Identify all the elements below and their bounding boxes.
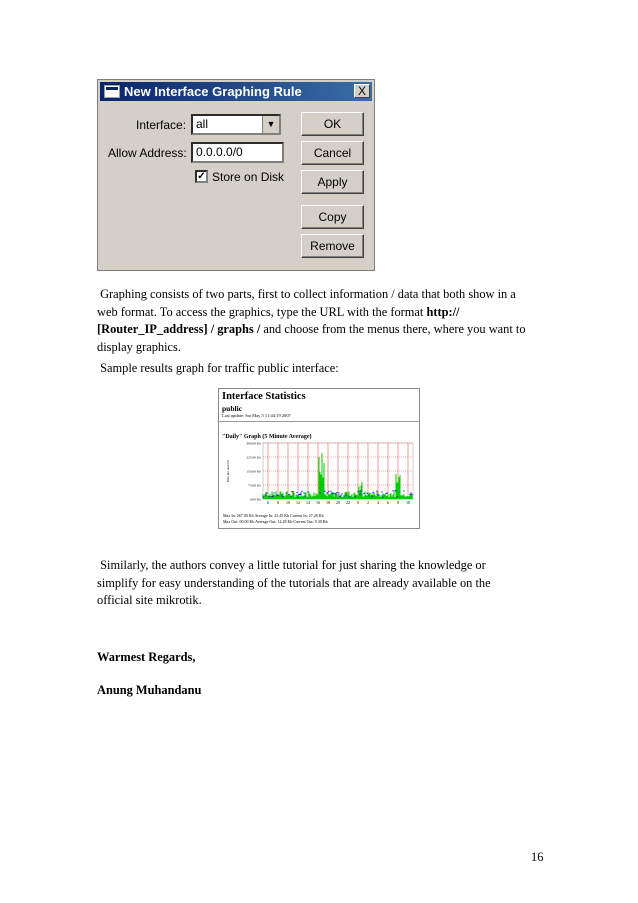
y-tick-label: 0.00 Kb	[249, 497, 261, 502]
allow-address-input[interactable]	[191, 142, 284, 163]
interface-label: Interface:	[136, 118, 187, 132]
graphing-rule-dialog	[97, 79, 375, 271]
x-tick-label: 18	[326, 500, 330, 505]
para3-line2: simplify for easy understanding of the tutorials that are already available on the	[97, 575, 491, 590]
apply-button[interactable]: Apply	[301, 170, 364, 194]
remove-button[interactable]: Remove	[301, 234, 364, 258]
x-tick-label: 14	[306, 500, 310, 505]
x-tick-label: 2	[367, 500, 369, 505]
closing-line: Warmest Regards,	[97, 650, 196, 664]
x-tick-label: 10	[406, 500, 410, 505]
y-axis-label: Bits per second	[226, 460, 230, 482]
interface-value: all	[196, 117, 209, 131]
ok-button[interactable]: OK	[301, 112, 364, 136]
copy-button[interactable]: Copy	[301, 205, 364, 229]
y-tick-label: 225.00 Kb	[246, 455, 261, 460]
x-tick-label: 22	[346, 500, 350, 505]
para3-line1: Similarly, the authors convey a little tutorial for just sharing the knowledge or	[100, 558, 486, 572]
interface-select[interactable]	[191, 114, 281, 135]
x-tick-label: 16	[316, 500, 320, 505]
traffic-plot	[221, 441, 417, 511]
para2-text: Sample results graph for traffic public interface:	[100, 361, 339, 375]
graph-last-update: Last update: Sat May 5 11:44:19 2007	[222, 413, 291, 418]
page-number: 16	[531, 850, 544, 864]
x-tick-label: 8	[397, 500, 399, 505]
cancel-button[interactable]: Cancel	[301, 141, 364, 165]
x-tick-label: 6	[267, 500, 269, 505]
para1-line3: and choose from the menus there, where you want to	[260, 322, 526, 336]
url-part2: [Router_IP_address] / graphs /	[97, 322, 261, 336]
allow-address-value: 0.0.0.0/0	[196, 145, 243, 159]
chevron-down-icon[interactable]: ▼	[262, 116, 279, 133]
dialog-titlebar	[100, 82, 372, 101]
x-tick-label: 0	[357, 500, 359, 505]
window-icon	[104, 85, 120, 98]
graph-heading: "Daily" Graph (5 Minute Average)	[222, 434, 312, 440]
x-tick-label: 10	[286, 500, 290, 505]
graph-stats-in: Max In: 267.00 Kb Average In: 23.45 Kb Current In: 27.20 Kb	[223, 513, 324, 518]
graph-stats-out: Max Out: 69.00 Kb Average Out: 14.28 Kb Current Out: 9.30 Kb	[223, 519, 328, 524]
store-on-disk-checkbox[interactable]: ✓	[195, 170, 208, 183]
y-tick-label: 150.00 Kb	[246, 469, 261, 474]
y-tick-label: 75.00 Kb	[247, 483, 261, 488]
graph-subtitle: public	[222, 404, 243, 413]
x-tick-label: 12	[296, 500, 300, 505]
y-tick-label: 300.00 Kb	[246, 441, 261, 446]
store-on-disk-label: Store on Disk	[212, 170, 285, 184]
paragraph-graphing-intro	[97, 286, 547, 356]
x-tick-label: 20	[336, 500, 340, 505]
close-icon[interactable]: X	[354, 84, 370, 98]
allow-address-label: Allow Address:	[108, 146, 187, 160]
x-tick-label: 6	[387, 500, 389, 505]
graph-title: Interface Statistics	[222, 391, 306, 402]
x-tick-label: 8	[277, 500, 279, 505]
author-name: Anung Muhandanu	[97, 683, 202, 697]
para3-line3: official site mikrotik.	[97, 593, 202, 607]
url-part1: http://	[426, 304, 460, 319]
para1-line1: Graphing consists of two parts, first to collect information / data that both show in a	[100, 287, 516, 301]
traffic-graph-image	[218, 388, 420, 529]
x-tick-label: 4	[377, 500, 379, 505]
paragraph-sample-results	[97, 360, 547, 378]
dialog-title: New Interface Graphing Rule	[124, 84, 302, 99]
para1-line4: display graphics.	[97, 339, 181, 354]
paragraph-tutorial-note	[97, 557, 547, 610]
para1-line2: web format. To access the graphics, type the URL with the format	[97, 304, 427, 319]
graph-divider	[219, 421, 419, 422]
